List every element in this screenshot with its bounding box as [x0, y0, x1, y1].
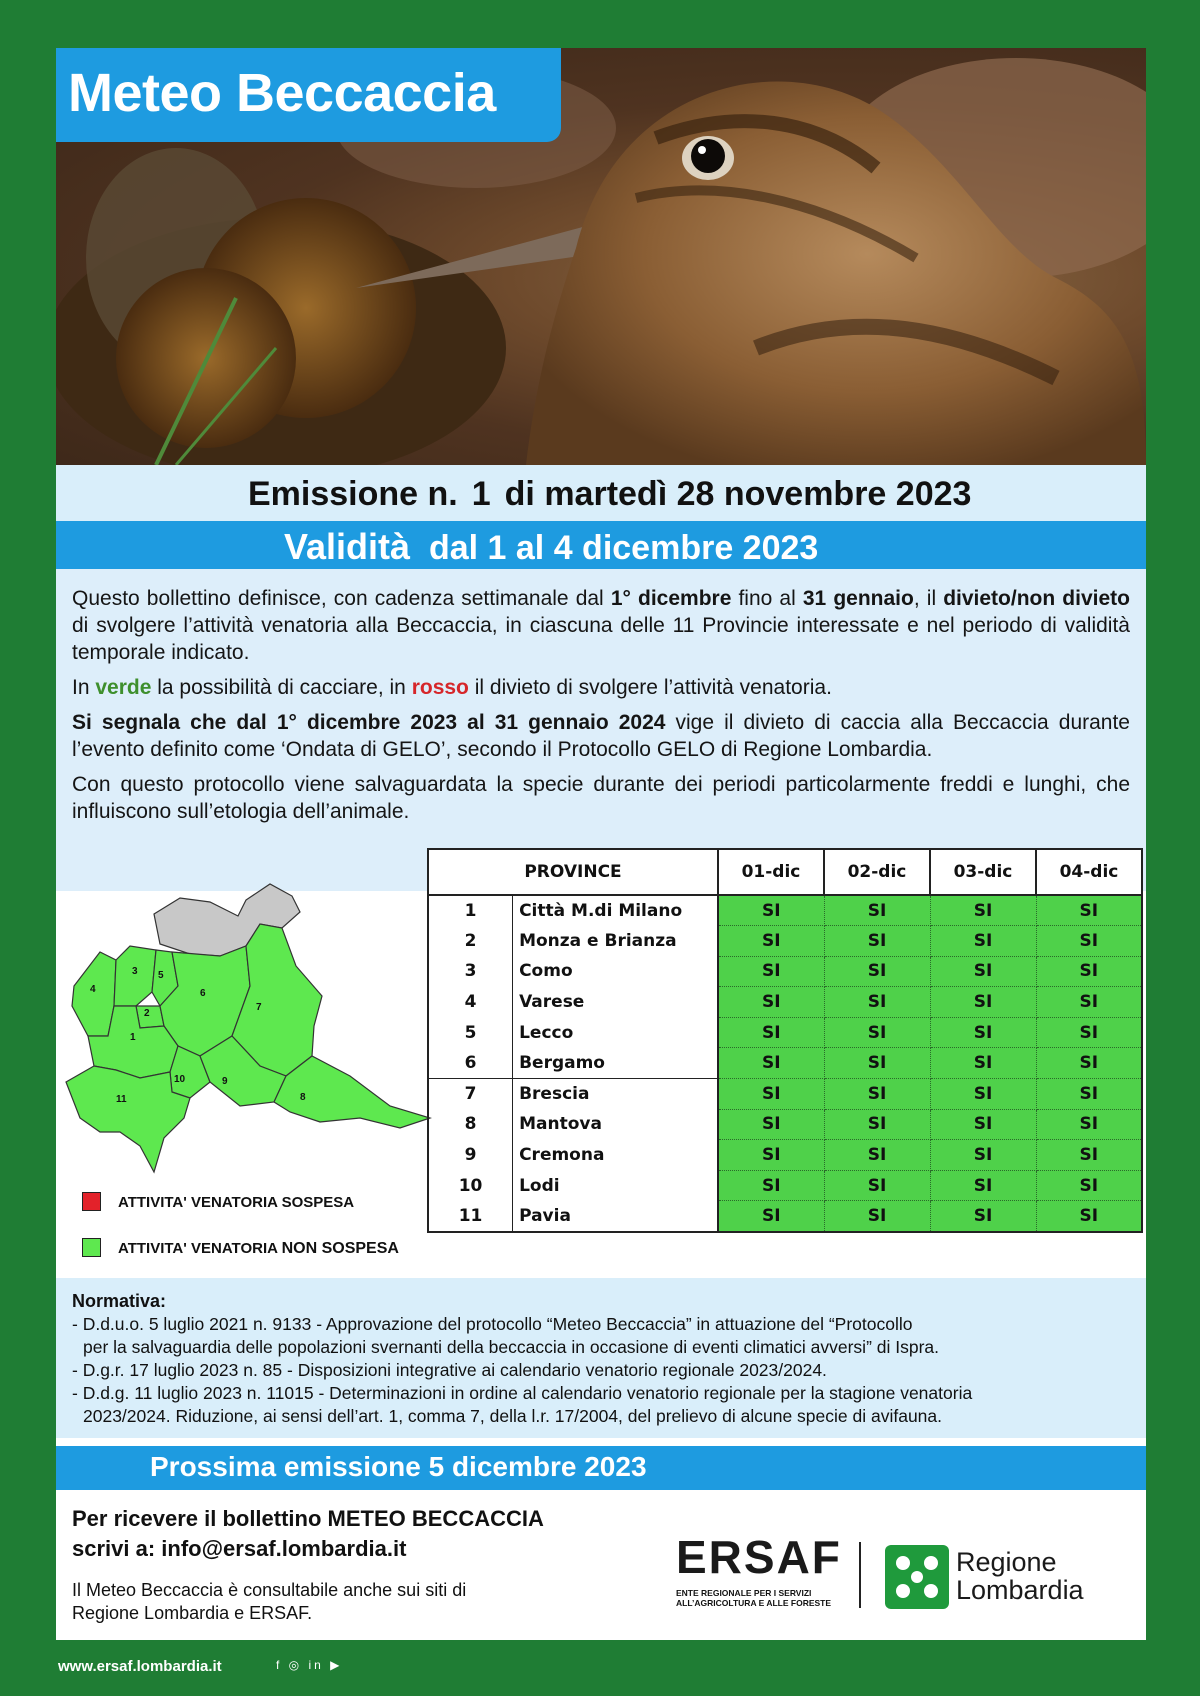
hunting-status-cell: SI [1036, 1079, 1142, 1110]
desc-text: , il [913, 587, 944, 610]
normativa-line: - D.d.g. 11 luglio 2023 n. 11015 - Determinazioni in ordine al calendario venatorio regionale per la stagione venatoria [72, 1383, 973, 1403]
next-emission-label: Prossima emissione [150, 1451, 421, 1482]
ersaf-subtitle-line: ENTE REGIONALE PER I SERVIZI [676, 1588, 812, 1598]
logo-divider [859, 1542, 861, 1608]
desc-text: In [72, 676, 96, 699]
hunting-status-cell: SI [1036, 1109, 1142, 1140]
validity-label: Validità [284, 526, 411, 567]
hunting-status-cell: SI [824, 1140, 930, 1171]
province-name: Città M.di Milano [513, 895, 718, 926]
legend-label: ATTIVITA' VENATORIA SOSPESA [118, 1194, 355, 1211]
hunting-status-cell: SI [1036, 1048, 1142, 1079]
also-line: Regione Lombardia e ERSAF. [72, 1603, 313, 1623]
description-paragraph-4: Con questo protocollo viene salvaguardata la specie durante dei periodi particolarmente freddi e lunghi, che influiscono sull’etologia dell’animale. [72, 773, 1130, 823]
ersaf-subtitle-line: ALL’AGRICOLTURA E ALLE FORESTE [676, 1598, 832, 1608]
desc-red-word: rosso [411, 676, 469, 699]
desc-text: fino al [731, 587, 803, 610]
desc-bold: Si segnala che dal 1° dicembre 2023 al 31 gennaio 2024 [72, 711, 666, 734]
province-number: 3 [428, 956, 513, 987]
hunting-status-cell: SI [824, 956, 930, 987]
map-label: 7 [256, 1002, 262, 1013]
legend-label-part: NON SOSPESA [281, 1240, 399, 1257]
province-name: Bergamo [513, 1048, 718, 1079]
hunting-status-cell: SI [824, 1170, 930, 1201]
map-label: 6 [200, 988, 206, 999]
hunting-status-cell: SI [930, 1140, 1036, 1171]
hunting-status-cell: SI [930, 1109, 1036, 1140]
hunting-status-cell: SI [824, 1201, 930, 1232]
normativa-line: - D.g.r. 17 luglio 2023 n. 85 - Disposizioni integrative ai calendario venatorio regionale 2023/2024. [72, 1360, 827, 1380]
province-number: 1 [428, 895, 513, 926]
page-title: Meteo Beccaccia [68, 63, 496, 123]
emission-date: di martedì 28 novembre 2023 [504, 475, 972, 513]
emission-prefix: Emissione n. [248, 475, 458, 513]
province-number: 5 [428, 1017, 513, 1048]
woodcock-photo [56, 48, 1146, 465]
description-paragraph-2 [72, 674, 1130, 701]
table-row [428, 1017, 1142, 1048]
title-box [56, 48, 561, 142]
validity-band [56, 521, 1146, 569]
normativa-title: Normativa: [72, 1291, 167, 1311]
map-label: 8 [300, 1092, 306, 1103]
table-header-row [428, 849, 1142, 895]
next-emission [150, 1451, 647, 1483]
province-number: 10 [428, 1170, 513, 1201]
desc-text: la possibilità di cacciare, in [151, 676, 412, 699]
table-header-province: PROVINCE [428, 849, 718, 895]
hunting-status-cell: SI [930, 1170, 1036, 1201]
table-header-date: 04-dic [1036, 849, 1142, 895]
hunting-status-cell: SI [718, 1140, 824, 1171]
validity-range: dal 1 al 4 dicembre 2023 [428, 529, 819, 567]
normativa [72, 1290, 972, 1428]
table-row [428, 1170, 1142, 1201]
legend-swatch-red [82, 1192, 101, 1211]
desc-bold: 1° dicembre [610, 587, 732, 610]
province-number: 11 [428, 1201, 513, 1232]
description [72, 585, 1130, 833]
hunting-status-cell: SI [824, 987, 930, 1018]
hunting-status-cell: SI [824, 895, 930, 926]
province-number: 2 [428, 926, 513, 957]
map-label: 5 [158, 970, 164, 981]
table-row [428, 895, 1142, 926]
table-row [428, 1109, 1142, 1140]
province-name: Como [513, 956, 718, 987]
hunting-status-cell: SI [1036, 926, 1142, 957]
ersaf-wordmark: ERSAF [676, 1531, 842, 1583]
map-label: 1 [130, 1032, 136, 1043]
map-region-monza [136, 1006, 164, 1028]
table-row [428, 956, 1142, 987]
hunting-status-cell: SI [1036, 1140, 1142, 1171]
hunting-status-cell: SI [930, 987, 1036, 1018]
subscribe-info [72, 1504, 544, 1564]
regione-lombardia-logo-icon [885, 1545, 949, 1609]
table-header-date: 01-dic [718, 849, 824, 895]
emission-band [56, 465, 1146, 521]
map-label: 10 [174, 1074, 186, 1085]
hunting-status-cell: SI [930, 1201, 1036, 1232]
hunting-status-cell: SI [1036, 1017, 1142, 1048]
table-row [428, 1201, 1142, 1232]
regione-lombardia-wordmark [956, 1548, 1084, 1604]
regione-line: Lombardia [956, 1575, 1084, 1605]
hunting-status-cell: SI [930, 956, 1036, 987]
hunting-status-cell: SI [930, 1079, 1036, 1110]
validity-heading [284, 526, 818, 568]
hunting-status-cell: SI [718, 956, 824, 987]
map-label: 3 [132, 966, 138, 977]
hunting-status-cell: SI [930, 895, 1036, 926]
lombardia-map [60, 856, 440, 1186]
table-row [428, 1079, 1142, 1110]
table-row [428, 987, 1142, 1018]
bulletin-sheet [56, 48, 1146, 1640]
hunting-status-cell: SI [930, 926, 1036, 957]
table-row [428, 1140, 1142, 1171]
ersaf-subtitle [676, 1588, 831, 1608]
province-number: 4 [428, 987, 513, 1018]
emission-number: 1 [471, 475, 491, 513]
site-url-link[interactable]: www.ersaf.lombardia.it [58, 1658, 222, 1675]
map-label: 9 [222, 1076, 228, 1087]
hunting-status-cell: SI [824, 1017, 930, 1048]
subscribe-line: Per ricevere il bollettino METEO BECCACCIA [72, 1506, 544, 1531]
subscribe-email[interactable]: scrivi a: info@ersaf.lombardia.it [72, 1536, 407, 1561]
hunting-status-cell: SI [1036, 895, 1142, 926]
hunting-status-cell: SI [718, 1170, 824, 1201]
hunting-status-cell: SI [1036, 1201, 1142, 1232]
desc-text: Questo bollettino definisce, con cadenza settimanale dal [72, 587, 611, 610]
legend-label-part: ATTIVITA' VENATORIA [118, 1240, 278, 1257]
normativa-band [56, 1278, 1146, 1438]
normativa-line: per la salvaguardia delle popolazioni svernanti della beccaccia in occasione di eventi climatici avversi” di Ispra. [83, 1337, 940, 1357]
hunting-status-cell: SI [1036, 987, 1142, 1018]
hunting-status-cell: SI [718, 1201, 824, 1232]
table-header-date: 03-dic [930, 849, 1036, 895]
map-region-pavia [66, 1066, 190, 1172]
province-name: Brescia [513, 1079, 718, 1110]
desc-green-word: verde [95, 676, 152, 699]
normativa-line: - D.d.u.o. 5 luglio 2021 n. 9133 - Approvazione del protocollo “Meteo Beccaccia” in attuazione del “Protocollo [72, 1314, 913, 1334]
province-number: 7 [428, 1079, 513, 1110]
description-paragraph-3 [72, 709, 1130, 763]
hunting-status-cell: SI [824, 1109, 930, 1140]
next-emission-band [56, 1446, 1146, 1490]
description-paragraph-1 [72, 585, 1130, 666]
legend-swatch-green [82, 1238, 101, 1257]
province-name: Lodi [513, 1170, 718, 1201]
hunting-status-cell: SI [1036, 956, 1142, 987]
regione-line: Regione [956, 1547, 1057, 1577]
hunting-status-cell: SI [718, 1048, 824, 1079]
province-number: 6 [428, 1048, 513, 1079]
hunting-status-cell: SI [824, 926, 930, 957]
province-name: Mantova [513, 1109, 718, 1140]
province-name: Cremona [513, 1140, 718, 1171]
hunting-status-cell: SI [718, 1079, 824, 1110]
also-available [72, 1579, 466, 1625]
next-emission-date: 5 dicembre 2023 [428, 1451, 647, 1482]
legend-label [118, 1240, 399, 1258]
table-body [428, 895, 1142, 1232]
social-icons[interactable]: f ◎ in ▶ [276, 1658, 343, 1672]
hunting-status-cell: SI [824, 1079, 930, 1110]
province-table [427, 848, 1143, 1233]
map-label: 2 [144, 1008, 150, 1019]
hunting-status-cell: SI [718, 1017, 824, 1048]
hunting-status-cell: SI [718, 926, 824, 957]
table-row [428, 926, 1142, 957]
map-label: 4 [90, 984, 96, 995]
province-name: Lecco [513, 1017, 718, 1048]
province-number: 9 [428, 1140, 513, 1171]
hunting-status-cell: SI [718, 987, 824, 1018]
table-header-date: 02-dic [824, 849, 930, 895]
map-region-mantova [274, 1056, 430, 1128]
province-name: Varese [513, 987, 718, 1018]
desc-bold: 31 gennaio [802, 587, 914, 610]
map-label: 11 [116, 1094, 127, 1105]
desc-text: il divieto di svolgere l’attività venatoria. [468, 676, 832, 699]
normativa-line: 2023/2024. Riduzione, ai sensi dell’art. 1, comma 7, della l.r. 17/2004, del prelievo di alcune specie di avifauna. [83, 1406, 943, 1426]
province-name: Monza e Brianza [513, 926, 718, 957]
emission-heading [248, 475, 971, 514]
province-name: Pavia [513, 1201, 718, 1232]
ersaf-logo [676, 1530, 842, 1610]
desc-text: vige il divieto di caccia alla Beccaccia durante l’evento definito come ‘Ondata di GELO’, secondo il Protocollo GELO di Regione Lombardia. [72, 711, 1130, 761]
desc-text: di svolgere l’attività venatoria alla Beccaccia, in ciascuna delle 11 Provincie interessate e nel periodo di validità temporale indicato. [72, 614, 1130, 664]
province-number: 8 [428, 1109, 513, 1140]
also-line: Il Meteo Beccaccia è consultabile anche sui siti di [72, 1580, 467, 1600]
description-band [56, 569, 1146, 891]
hunting-status-cell: SI [930, 1048, 1036, 1079]
hunting-status-cell: SI [718, 1109, 824, 1140]
table-row [428, 1048, 1142, 1079]
hunting-status-cell: SI [824, 1048, 930, 1079]
hunting-status-cell: SI [930, 1017, 1036, 1048]
hunting-status-cell: SI [718, 895, 824, 926]
desc-bold: divieto/non divieto [943, 587, 1130, 610]
hunting-status-cell: SI [1036, 1170, 1142, 1201]
